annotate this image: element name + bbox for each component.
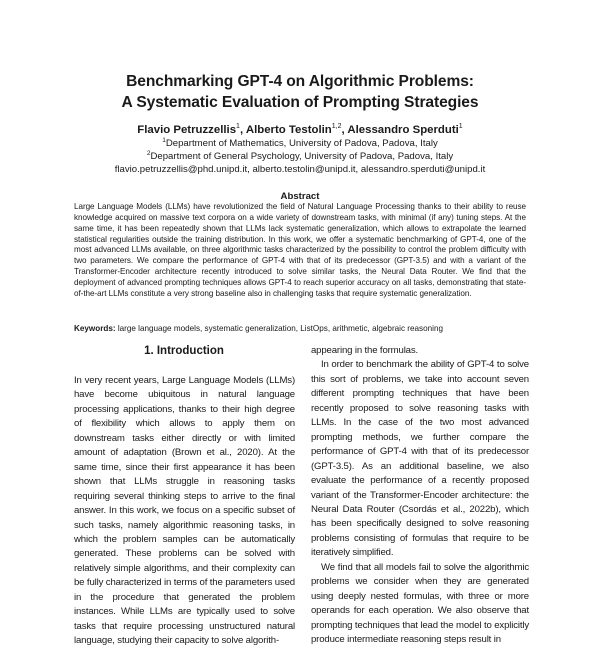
keywords-label: Keywords: (74, 324, 116, 333)
author-affil-marker: 1 (236, 123, 240, 131)
author-name: Alberto Testolin (245, 124, 332, 136)
author-list (0, 123, 600, 137)
affiliation-marker: 1 (162, 136, 166, 144)
paragraph: We find that all models fail to solve the algorithmic problems we consider when they are generated using deeply nested formulas, with three or more operands for each operation. We also observe that prompting techniques that lead the model to explicitly produce intermediate reasoning steps result in (311, 561, 529, 646)
author-affil-marker: 1,2 (331, 123, 342, 131)
author-name: Alessandro Sperduti (347, 124, 459, 136)
affiliation-text: Department of General Psychology, University of Padova, Padova, Italy (150, 151, 454, 162)
right-column (311, 344, 529, 648)
section-heading-introduction: 1. Introduction (144, 345, 224, 357)
paragraph: appearing in the formulas. (311, 345, 419, 356)
affiliation-marker: 2 (146, 149, 151, 157)
paragraph: In very recent years, Large Language Models (LLMs) have become ubiquitous in natural language processing applications, thanks to their high degree of flexibility which allows to apply them on downstream tasks either directly or with limited amount of adaptation (Brown et al., 2020). At the same time, since their first appearance it has been shown that LLMs struggle in reasoning tasks requiring several thinking steps to arrive to the final answer. In this work, we focus on a specific subset of such tasks, namely algorithmic reasoning tasks, in which the problem samples can be automatically generated. These problems can be solved with relatively simple algorithms, and their complexity can be fully characterized in terms of the parameters used in the procedure that generated the problem instances. While LLMs are typically used to solve tasks that require processing unstructured natural language, studying their capacity to solve algorith- (74, 375, 295, 647)
author-affil-marker: 1 (458, 123, 463, 131)
keywords-line (74, 323, 544, 334)
paragraph: In order to benchmark the ability of GPT-4 to solve this sort of problems, we take into account seven different prompting techniques that have been recently proposed to solve reasoning tasks with LLMs. In the case of the two most advanced prompting methods, we further compare the performance of GPT-4 with that of its predecessor (GPT-3.5). As an additional baseline, we also evaluate the performance of a recently proposed variant of the Transformer-Encoder architecture: the Neural Data Router (Csordás et al., 2022b), which has been specifically designed to solve reasoning problems consisting of formulas that require to be iteratively simplified. (311, 359, 529, 559)
abstract-body: Large Language Models (LLMs) have revolutionized the field of Natural Language Processing thanks to their ability to reuse knowledge acquired on massive text corpora on a wide variety of downstream tasks, with minimal (if any) tuning steps. At the same time, it has been repeatedly shown that LLMs lack systematic generalization, which allows to extrapolate the learned statistical regularities outside the training distribution. In this work, we offer a systematic benchmarking of GPT-4, one of the most advanced LLMs available, on three algorithmic tasks characterized by the possibility to control the problem difficulty with two parameters. We compare the performance of GPT-4 with that of its predecessor (GPT-3.5) and with a variant of the Transformer-Encoder architecture recently introduced to solve similar tasks, the Neural Data Router. We find that the deployment of advanced prompting techniques allows GPT-4 to reach superior accuracy on all tasks, demonstrating that state-of-the-art LLMs constitute a very strong baseline also in challenging tasks that require systematic generalization. (74, 202, 526, 298)
author-emails: flavio.petruzzellis@phd.unipd.it, alberto.testolin@unipd.it, alessandro.sperduti@unipd.it (114, 164, 486, 175)
author-separator: , (239, 124, 246, 136)
author-separator: , (341, 124, 348, 136)
left-column (74, 374, 295, 649)
title-line-1: Benchmarking GPT-4 on Algorithmic Problems: (126, 73, 474, 90)
abstract-heading: Abstract (280, 191, 320, 202)
affiliation-text: Department of Mathematics, University of Padova, Padova, Italy (165, 138, 438, 149)
title-line-2: A Systematic Evaluation of Prompting Strategies (121, 94, 479, 111)
paper-title (0, 71, 600, 113)
affiliation-1 (0, 138, 600, 150)
keywords-text: large language models, systematic generalization, ListOps, arithmetic, algebraic reasoning (117, 324, 443, 333)
author-name: Flavio Petruzzellis (137, 124, 237, 136)
affiliation-2 (0, 151, 600, 163)
